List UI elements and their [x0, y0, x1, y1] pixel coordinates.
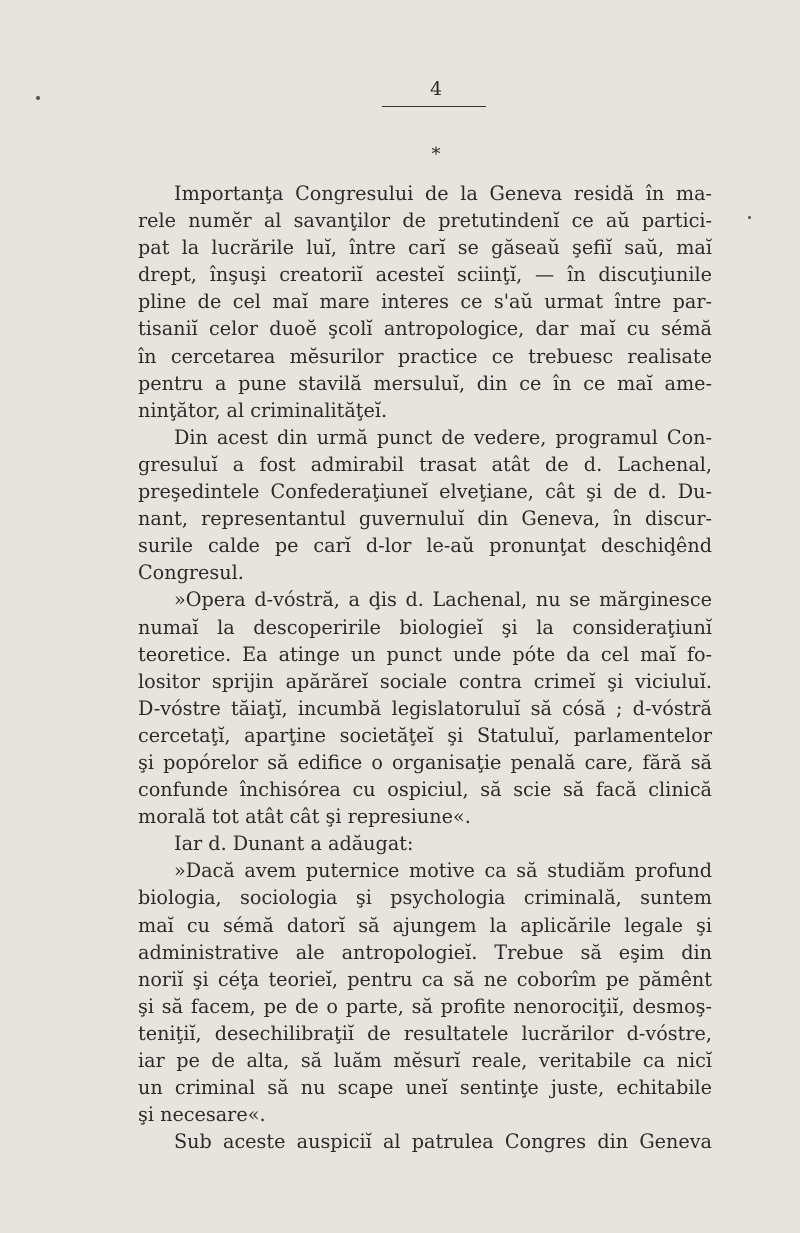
text-line: rele numĕr al savanţilor de pretutindenĭ ce aŭ partici-: [138, 209, 712, 233]
text-line: şi necesare«.: [138, 1103, 266, 1127]
text-line: iar pe de alta, să luăm mĕsurĭ reale, veritabile ca nicĭ: [138, 1049, 712, 1072]
text-line: numaĭ la descoperirile biologieĭ şi la consideraţiunĭ: [138, 615, 712, 639]
text-line: confunde închisórea cu ospiciul, să scie să facă clinică: [138, 778, 712, 802]
text-line: şi popórelor să edifice o organisaţie penală care, fără să: [138, 750, 712, 774]
text-line: »Dacă avem puternice motive ca să studiăm profund: [174, 859, 712, 883]
text-line: surile calde pe carĭ d-lor le-aŭ pronunţat deschiḑênd: [138, 534, 712, 558]
text-line: teniţiĭ, desechilibraţiĭ de resultatele lucrărilor d-vóstre,: [138, 1021, 712, 1045]
text-line: şi să facem, pe de o parte, să profite nenorociţiĭ, desmoş-: [138, 994, 712, 1018]
text-line: »Opera d-vóstră, a ḑis d. Lachenal, nu se mărginesce: [174, 588, 712, 612]
text-line: pline de cel maĭ mare interes ce s'aŭ urmat între par-: [138, 290, 712, 314]
text-line: teoretice. Ea atinge un punct unde póte da cel maĭ fo-: [138, 642, 712, 666]
text-line: Iar d. Dunant a adăugat:: [174, 832, 414, 856]
text-line: administrative ale antropologieĭ. Trebue să eşim din: [138, 940, 712, 964]
text-line: biologia, sociologia şi psychologia criminală, suntem: [138, 886, 712, 910]
header-rule: [382, 106, 486, 107]
text-line: lositor sprijin apărăreĭ sociale contra crimeĭ şi viciuluĭ.: [138, 669, 712, 693]
body-text: [138, 180, 712, 1155]
text-line: tisaniĭ celor duoĕ şcolĭ antropologice, dar maĭ cu sémă: [138, 317, 712, 341]
text-line: ninţător, al criminalităţeĭ.: [138, 398, 388, 422]
text-line: noriĭ şi céţa teorieĭ, pentru ca să ne coborîm pe pămênt: [138, 967, 712, 991]
text-line: în cercetarea mĕsurilor practice ce trebuesc realisate: [138, 344, 712, 368]
text-line: preşedintele Confederaţiuneĭ elveţiane, cât şi de d. Du-: [138, 480, 712, 504]
text-line: Importanţa Congresului de la Geneva residă în ma-: [174, 182, 712, 205]
text-line: drept, înşuşi creatoriĭ acesteĭ sciinţĭ, — în discuţiunile: [138, 263, 712, 287]
text-line: Congresul.: [138, 561, 244, 585]
text-line: Din acest din urmă punct de vedere, programul Con-: [174, 425, 712, 449]
section-separator: *: [431, 144, 441, 165]
text-line: pentru a pune stavilă mersuluĭ, din ce în ce maĭ ame-: [138, 371, 712, 395]
text-line: Sub aceste auspiciĭ al patrulea Congres din Geneva: [174, 1130, 712, 1154]
page-number: 4: [429, 78, 443, 100]
text-line: nant, representantul guvernuluĭ din Geneva, în discur-: [138, 507, 712, 531]
paper-speck: [748, 216, 751, 219]
text-line: maĭ cu sémă datorĭ să ajungem la aplicările legale şi: [138, 913, 712, 937]
text-line: gresuluĭ a fost admirabil trasat atât de d. Lachenal,: [138, 452, 712, 476]
paper-speck: [36, 96, 40, 100]
text-line: pat la lucrările luĭ, între carĭ se găseaŭ şefiĭ saŭ, maĭ: [138, 236, 712, 260]
text-line: D-vóstre tăiaţĭ, incumbă legislatoruluĭ să cósă ; d-vóstră: [138, 696, 712, 720]
text-line: morală tot atât cât şi represiune«.: [138, 805, 471, 829]
text-line: un criminal să nu scape uneĭ sentinţe juste, echitabile: [138, 1076, 712, 1100]
text-line: cercetaţĭ, aparţine societăţeĭ şi Statuluĭ, parlamentelor: [138, 723, 712, 747]
